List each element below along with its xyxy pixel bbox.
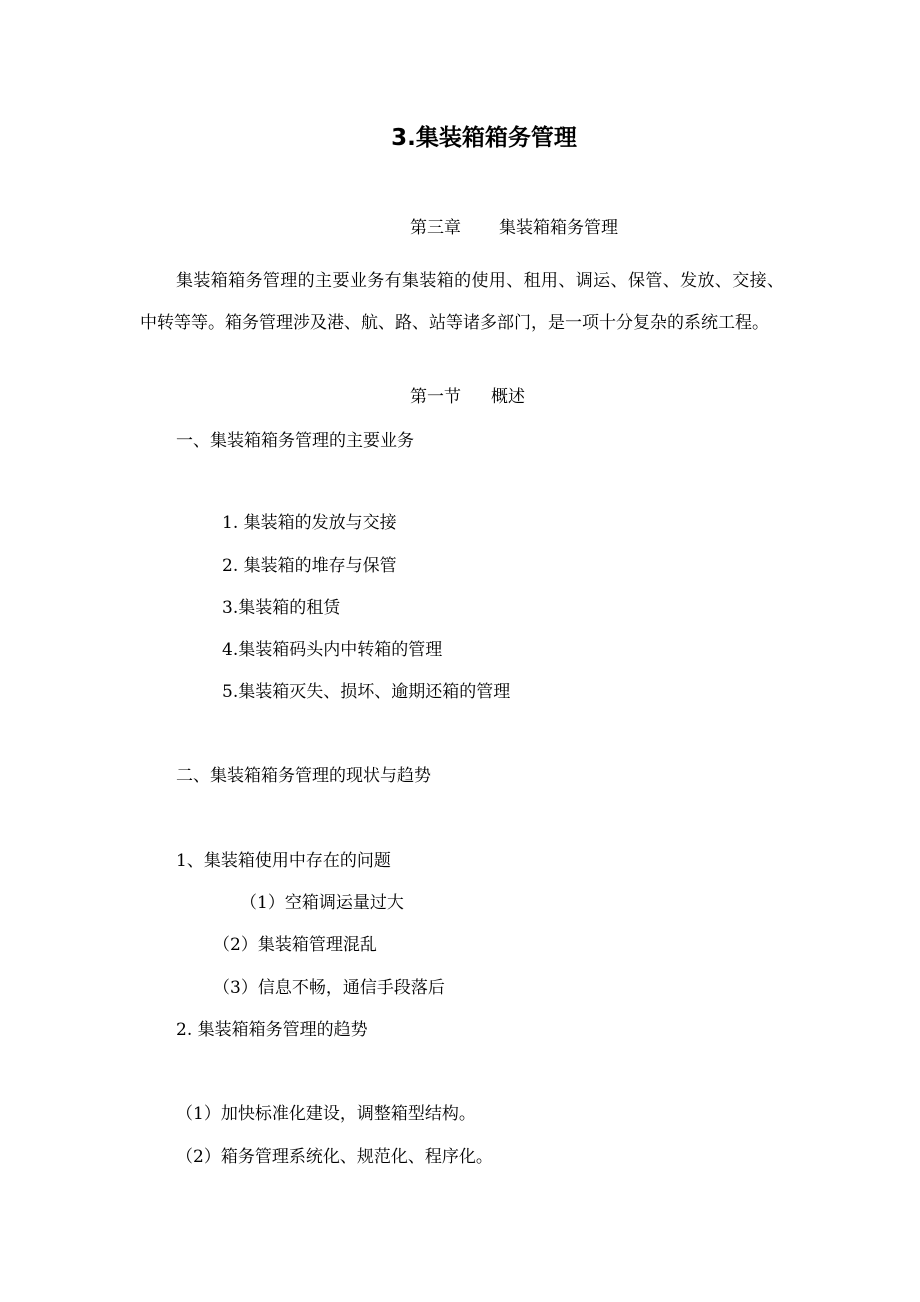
list-item: （1）空箱调运量过大 bbox=[240, 893, 404, 913]
trends-heading: 2. 集装箱箱务管理的趋势 bbox=[176, 1020, 368, 1040]
chapter-name: 集装箱箱务管理 bbox=[499, 218, 618, 238]
chapter-heading bbox=[410, 218, 618, 238]
part-one-heading: 一、集装箱箱务管理的主要业务 bbox=[176, 431, 414, 451]
list-item: （2）箱务管理系统化、规范化、程序化。 bbox=[176, 1147, 493, 1167]
list-item: （3）信息不畅，通信手段落后 bbox=[213, 978, 445, 998]
list-item: 4.集装箱码头内中转箱的管理 bbox=[222, 640, 443, 660]
problems-heading: 1、集装箱使用中存在的问题 bbox=[176, 851, 391, 871]
list-item: 3.集装箱的租赁 bbox=[222, 598, 341, 618]
document-title: 3.集装箱箱务管理 bbox=[391, 125, 577, 151]
section-number: 第一节 bbox=[410, 387, 461, 407]
chapter-number: 第三章 bbox=[410, 218, 461, 238]
list-item: 5.集装箱灭失、损坏、逾期还箱的管理 bbox=[222, 682, 511, 702]
part-two-heading: 二、集装箱箱务管理的现状与趋势 bbox=[176, 766, 431, 786]
section-heading bbox=[410, 387, 525, 407]
list-item: 2. 集装箱的堆存与保管 bbox=[222, 556, 397, 576]
intro-paragraph: 集装箱箱务管理的主要业务有集装箱的使用、租用、调运、保管、发放、交接、中转等等。箱务管理涉及港、航、路、站等诸多部门，是一项十分复杂的系统工程。 bbox=[140, 271, 784, 333]
list-item: （2）集装箱管理混乱 bbox=[213, 935, 377, 955]
section-name: 概述 bbox=[491, 387, 525, 407]
list-item: 1. 集装箱的发放与交接 bbox=[222, 513, 397, 533]
list-item: （1）加快标准化建设，调整箱型结构。 bbox=[176, 1104, 476, 1124]
